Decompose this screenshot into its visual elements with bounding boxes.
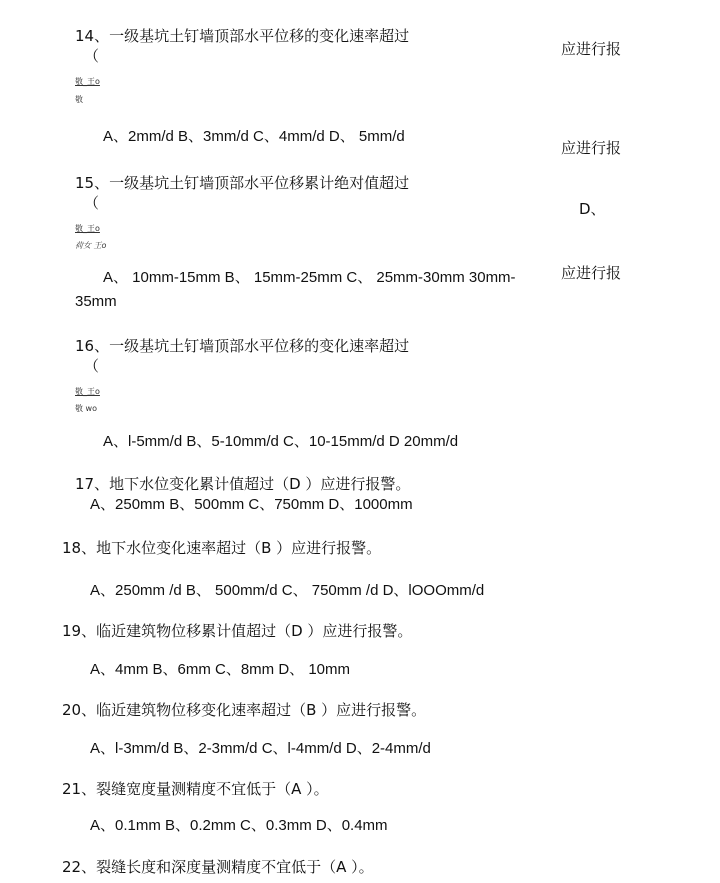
q16-stem: 16、一级基坑土钉墙顶部水平位移的变化速率超过 [75,337,410,355]
q14-stem: 14、一级基坑土钉墙顶部水平位移的变化速率超过 [75,27,410,45]
q14-options: A、2mm/d B、3mm/d C、4mm/d D、 5mm/d [103,128,405,145]
q15-options-line2: 35mm [75,293,117,310]
q18-options: A、250mm /d B、 500mm/d C、 750mm /d D、lOOOmm/d [90,582,485,599]
q21-stem: 21、裂缝宽度量测精度不宜低于（A ）。 [62,780,329,798]
q15-right-report: 应进行报 [561,264,622,282]
q15-note-b: 荷女 王o [75,241,107,250]
q15-right-d: D、 [579,200,606,218]
q17-options: A、250mm B、500mm C、750mm D、1000mm [90,496,413,513]
q16-note-a: 敬_王o [75,387,100,396]
q20-options: A、l-3mm/d B、2-3mm/d C、l-4mm/d D、2-4mm/d [90,740,431,757]
q18-stem: 18、地下水位变化速率超过（B ）应进行报警。 [62,539,382,557]
q16-options: A、l-5mm/d B、5-10mm/d C、10-15mm/d D 20mm/d [103,433,459,450]
q14-right-report: 应进行报 [561,40,622,58]
q20-stem: 20、临近建筑物位移变化速率超过（B ）应进行报警。 [62,701,427,719]
q16-paren: （ [84,357,100,375]
q14-note-a: 敬_王o [75,77,100,86]
q17-stem: 17、地下水位变化累计值超过（D ）应进行报警。 [75,475,411,493]
q14-right-report-2: 应进行报 [561,139,622,157]
q22-stem: 22、裂缝长度和深度量测精度不宜低于（A ）。 [62,858,374,876]
q15-paren: （ [84,194,100,212]
q19-stem: 19、临近建筑物位移累计值超过（D ）应进行报警。 [62,622,413,640]
q15-stem: 15、一级基坑土钉墙顶部水平位移累计绝对值超过 [75,174,410,192]
q15-options-line1: A、 10mm-15mm B、 15mm-25mm C、 25mm-30mm 30mm- [103,269,516,286]
q14-note-b: 敬 [75,95,83,104]
q19-options: A、4mm B、6mm C、8mm D、 10mm [90,661,351,678]
q16-note-b: 敬 wo [75,404,97,413]
q14-paren: （ [84,47,100,65]
q21-options: A、0.1mm B、0.2mm C、0.3mm D、0.4mm [90,817,388,834]
q15-note-a: 敬_王o [75,224,100,233]
